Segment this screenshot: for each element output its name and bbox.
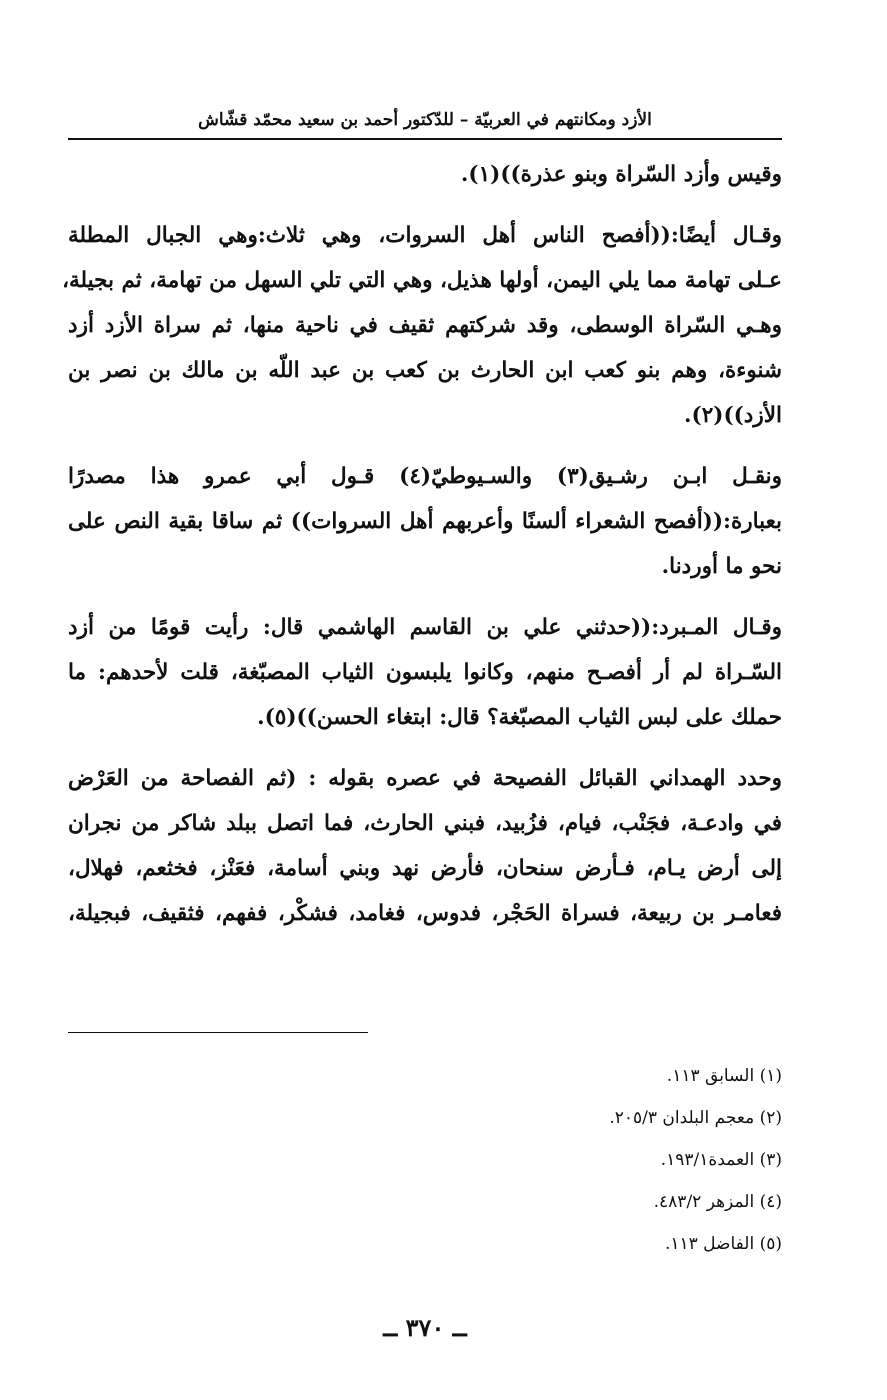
text-line: في وادعـة، فجَنْب، فيام، فزُبيد، فبني الحارث، فما اتصل ببلد شاكر من نجران: [68, 811, 782, 836]
text-line: إلى أرض يـام، فـأرض سنحان، فأرض نهد وبني أسامة، فعَنْز، فخثعم، فهلال،: [68, 856, 782, 881]
text-line: الأزد))(٢).: [684, 403, 782, 428]
text-line: شنوءة، وهم بنو كعب ابن الحارث بن كعب بن عبد اللّه بن مالك بن نصر بن: [68, 358, 782, 383]
text-line: وحدد الهمداني القبائل الفصيحة في عصره بقوله : (ثم الفصاحة من العَرْض: [68, 766, 782, 791]
paragraph-5: [68, 756, 782, 936]
paragraph-3: [68, 454, 782, 589]
footnote-item: (٣) العمدة١٩٣/١.: [660, 1150, 782, 1170]
text-line: فعامـر بن ربيعة، فسراة الحَجْر، فدوس، فغامد، فشكْر، ففهم، فثقيف، فبجيلة،: [68, 901, 782, 926]
paragraph-4: [68, 605, 782, 740]
footnote-item: (٢) معجم البلدان ٢٠٥/٣.: [609, 1108, 782, 1128]
text-line: وقـال أيضًا:((أفصح الناس أهل السروات، وهي ثلاث:وهي الجبال المطلة: [68, 223, 782, 248]
text-line: وقـال المـبرد:((حدثني علي بن القاسم الهاشمي قال: رأيت قومًا من أزد: [68, 615, 782, 640]
footnote-item: (٥) الفاضل ١١٣.: [664, 1234, 782, 1254]
text-line: ونقـل ابـن رشـيق(٣) والسـيوطيّ(٤) قـول أبي عمرو هذا مصدرًا: [68, 464, 782, 489]
footnotes: [68, 1058, 782, 1268]
page: [62, 108, 782, 1388]
paragraph-1: [68, 152, 782, 197]
body-text: [62, 152, 782, 936]
text-line: نحو ما أوردنا.: [661, 554, 782, 579]
text-line: حملك على لبس الثياب المصبّغة؟ قال: ابتغاء الحسن))(٥).: [257, 705, 782, 730]
footnote-item: (١) السابق ١١٣.: [666, 1066, 782, 1086]
running-header: الأزد ومكانتهم في العربيّة – للدّكتور أحمد بن سعيد محمّد قشّاش: [68, 108, 782, 140]
paragraph-2: [62, 213, 782, 438]
text-line: عـلى تهامة مما يلي اليمن، أولها هذيل، وهي التي تلي السهل من تهامة، ثم بجيلة،: [62, 268, 782, 293]
page-number: ــ ٣٧٠ ــ: [383, 1313, 467, 1342]
footnote-separator: [68, 1032, 368, 1033]
text-line: وقيس وأزد السّراة وبنو عذرة))(١).: [460, 162, 782, 187]
text-line: السّـراة لم أر أفصـح منهم، وكانوا يلبسون الثياب المصبّغة، قلت لأحدهم: ما: [68, 660, 782, 685]
text-line: وهـي السّراة الوسطى، وقد شركتهم ثقيف في ناحية منها، ثم سراة الأزد أزد: [68, 313, 782, 338]
footnote-item: (٤) المزهر ٤٨٣/٢.: [653, 1192, 782, 1212]
text-line: بعبارة:((أفصح الشعراء ألسنًا وأعربهم أهل السروات)) ثم ساقا بقية النص على: [68, 509, 782, 534]
